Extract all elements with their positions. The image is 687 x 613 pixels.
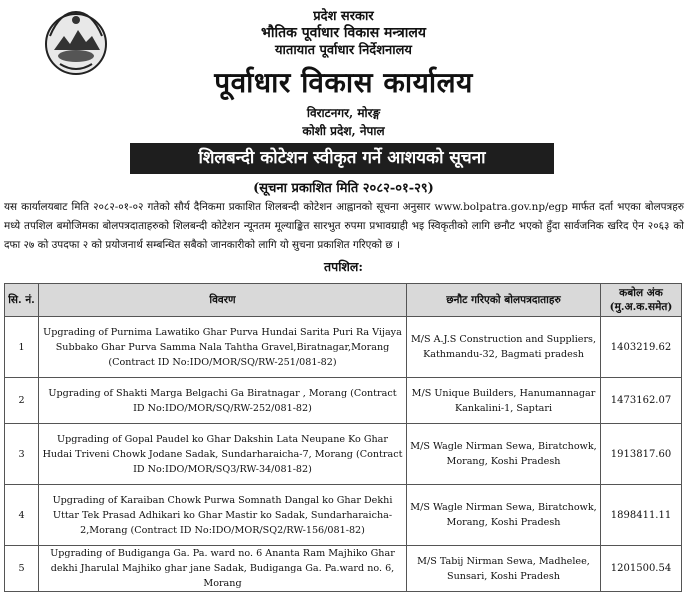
notice-paragraph: यस कार्यालयबाट मिति २०८२-०१-०२ गतेको सौर्य दैनिकमा प्रकाशित शिलबन्दी कोटेशन आह्वानको सूचना अनुसार www.bolpatra.gov.np/egp मार्फत दर्ता भएका बोलपत्रहरु मध्ये तपशिल बमोजिमका बोलपत्रदाताहरुको शिलबन्दी कोटेशन न्यूनतम मूल्याङ्कित सारभुत रुपमा प्रभावग्राही भइ स्विकृतीको लागि छनौट भएको हुँदा सार्वजनिक खरिद ऐन २०६३ को दफा २७ को उपदफा २ को प्रयोजनार्थ सम्बन्धित सबैको जानकारीको लागि यो सुचना प्रकाशित गरिएको छ । — [4, 201, 684, 251]
office-province: कोशी प्रदेश, नेपाल — [302, 124, 385, 138]
selected-bidders-table — [4, 283, 682, 592]
row-bidder: M/S Wagle Nirman Sewa, Biratchowk, Morang, Koshi Pradesh — [407, 485, 601, 546]
row-amount: 1403219.62 — [601, 317, 682, 378]
row-amount: 1898411.11 — [601, 485, 682, 546]
col-header-sn: सि. नं. — [5, 284, 39, 317]
row-description: Upgrading of Gopal Paudel ko Ghar Dakshin Lata Neupane Ko Ghar Hudai Triveni Chowk Jodane Sadak, Sundarharaicha-7, Morang (Contract ID No:IDO/MOR/SQ3/RW-34/081-82) — [39, 424, 407, 485]
row-amount: 1913817.60 — [601, 424, 682, 485]
row-description: Upgrading of Purnima Lawatiko Ghar Purva Hundai Sarita Puri Ra Vijaya Subbako Ghar Purva Samma Nala Tahtha Gravel,Biratnagar,Morang (Contract ID No:IDO/MOR/SQ/RW-251/081-82) — [39, 317, 407, 378]
row-description: Upgrading of Budiganga Ga. Pa. ward no. 6 Ananta Ram Majhiko Ghar dekhi Jharulal Majhiko ghar jane Sadak, Budiganga Ga. Pa.ward no. 6, Morang — [39, 546, 407, 592]
row-sn: 1 — [5, 317, 39, 378]
row-sn: 5 — [5, 546, 39, 592]
row-sn: 4 — [5, 485, 39, 546]
details-heading: तपशिल: — [323, 259, 364, 274]
col-header-amount: कबोल अंक (मु.अ.क.समेत) — [601, 284, 682, 317]
notice-title-banner: शिलबन्दी कोटेशन स्वीकृत गर्ने आशयको सूचना — [130, 143, 554, 174]
row-bidder: M/S A.J.S Construction and Suppliers, Kathmandu-32, Bagmati pradesh — [407, 317, 601, 378]
table-row — [5, 378, 682, 424]
row-sn: 3 — [5, 424, 39, 485]
row-bidder: M/S Wagle Nirman Sewa, Biratchowk, Morang, Koshi Pradesh — [407, 424, 601, 485]
published-date: (सूचना प्रकाशित मिति २०८२-०१-२९) — [253, 181, 434, 196]
table-header-row — [5, 284, 682, 317]
table-row — [5, 424, 682, 485]
row-bidder: M/S Unique Builders, Hanumannagar Kankalini-1, Saptari — [407, 378, 601, 424]
table-row — [5, 485, 682, 546]
row-amount: 1473162.07 — [601, 378, 682, 424]
govt-name: प्रदेश सरकार — [313, 9, 374, 24]
office-city: विराटनगर, मोरङ्ग — [306, 106, 381, 120]
row-description: Upgrading of Shakti Marga Belgachi Ga Biratnagar , Morang (Contract ID No:IDO/MOR/SQ/RW-252/081-82) — [39, 378, 407, 424]
col-header-description: विवरण — [39, 284, 407, 317]
row-sn: 2 — [5, 378, 39, 424]
office-name: पूर्वाधार विकास कार्यालय — [214, 66, 473, 99]
table-row — [5, 317, 682, 378]
col-header-bidder: छनौट गरिएको बोलपत्रदाताहरु — [407, 284, 601, 317]
row-bidder: M/S Tabij Nirman Sewa, Madhelee, Sunsari, Koshi Pradesh — [407, 546, 601, 592]
ministry-name: भौतिक पूर्वाधार विकास मन्त्रालय — [261, 25, 426, 41]
row-description: Upgrading of Karaiban Chowk Purwa Somnath Dangal ko Ghar Dekhi Uttar Tek Prasad Adhikari ko Ghar Mastir ko Sadak, Sundarharaicha-2,Morang (Contract ID No:IDO/MOR/SQ2/RW-156/081-82) — [39, 485, 407, 546]
row-amount: 1201500.54 — [601, 546, 682, 592]
directorate-name: यातायात पूर्वाधार निर्देशनालय — [275, 43, 412, 58]
table-row — [5, 546, 682, 592]
